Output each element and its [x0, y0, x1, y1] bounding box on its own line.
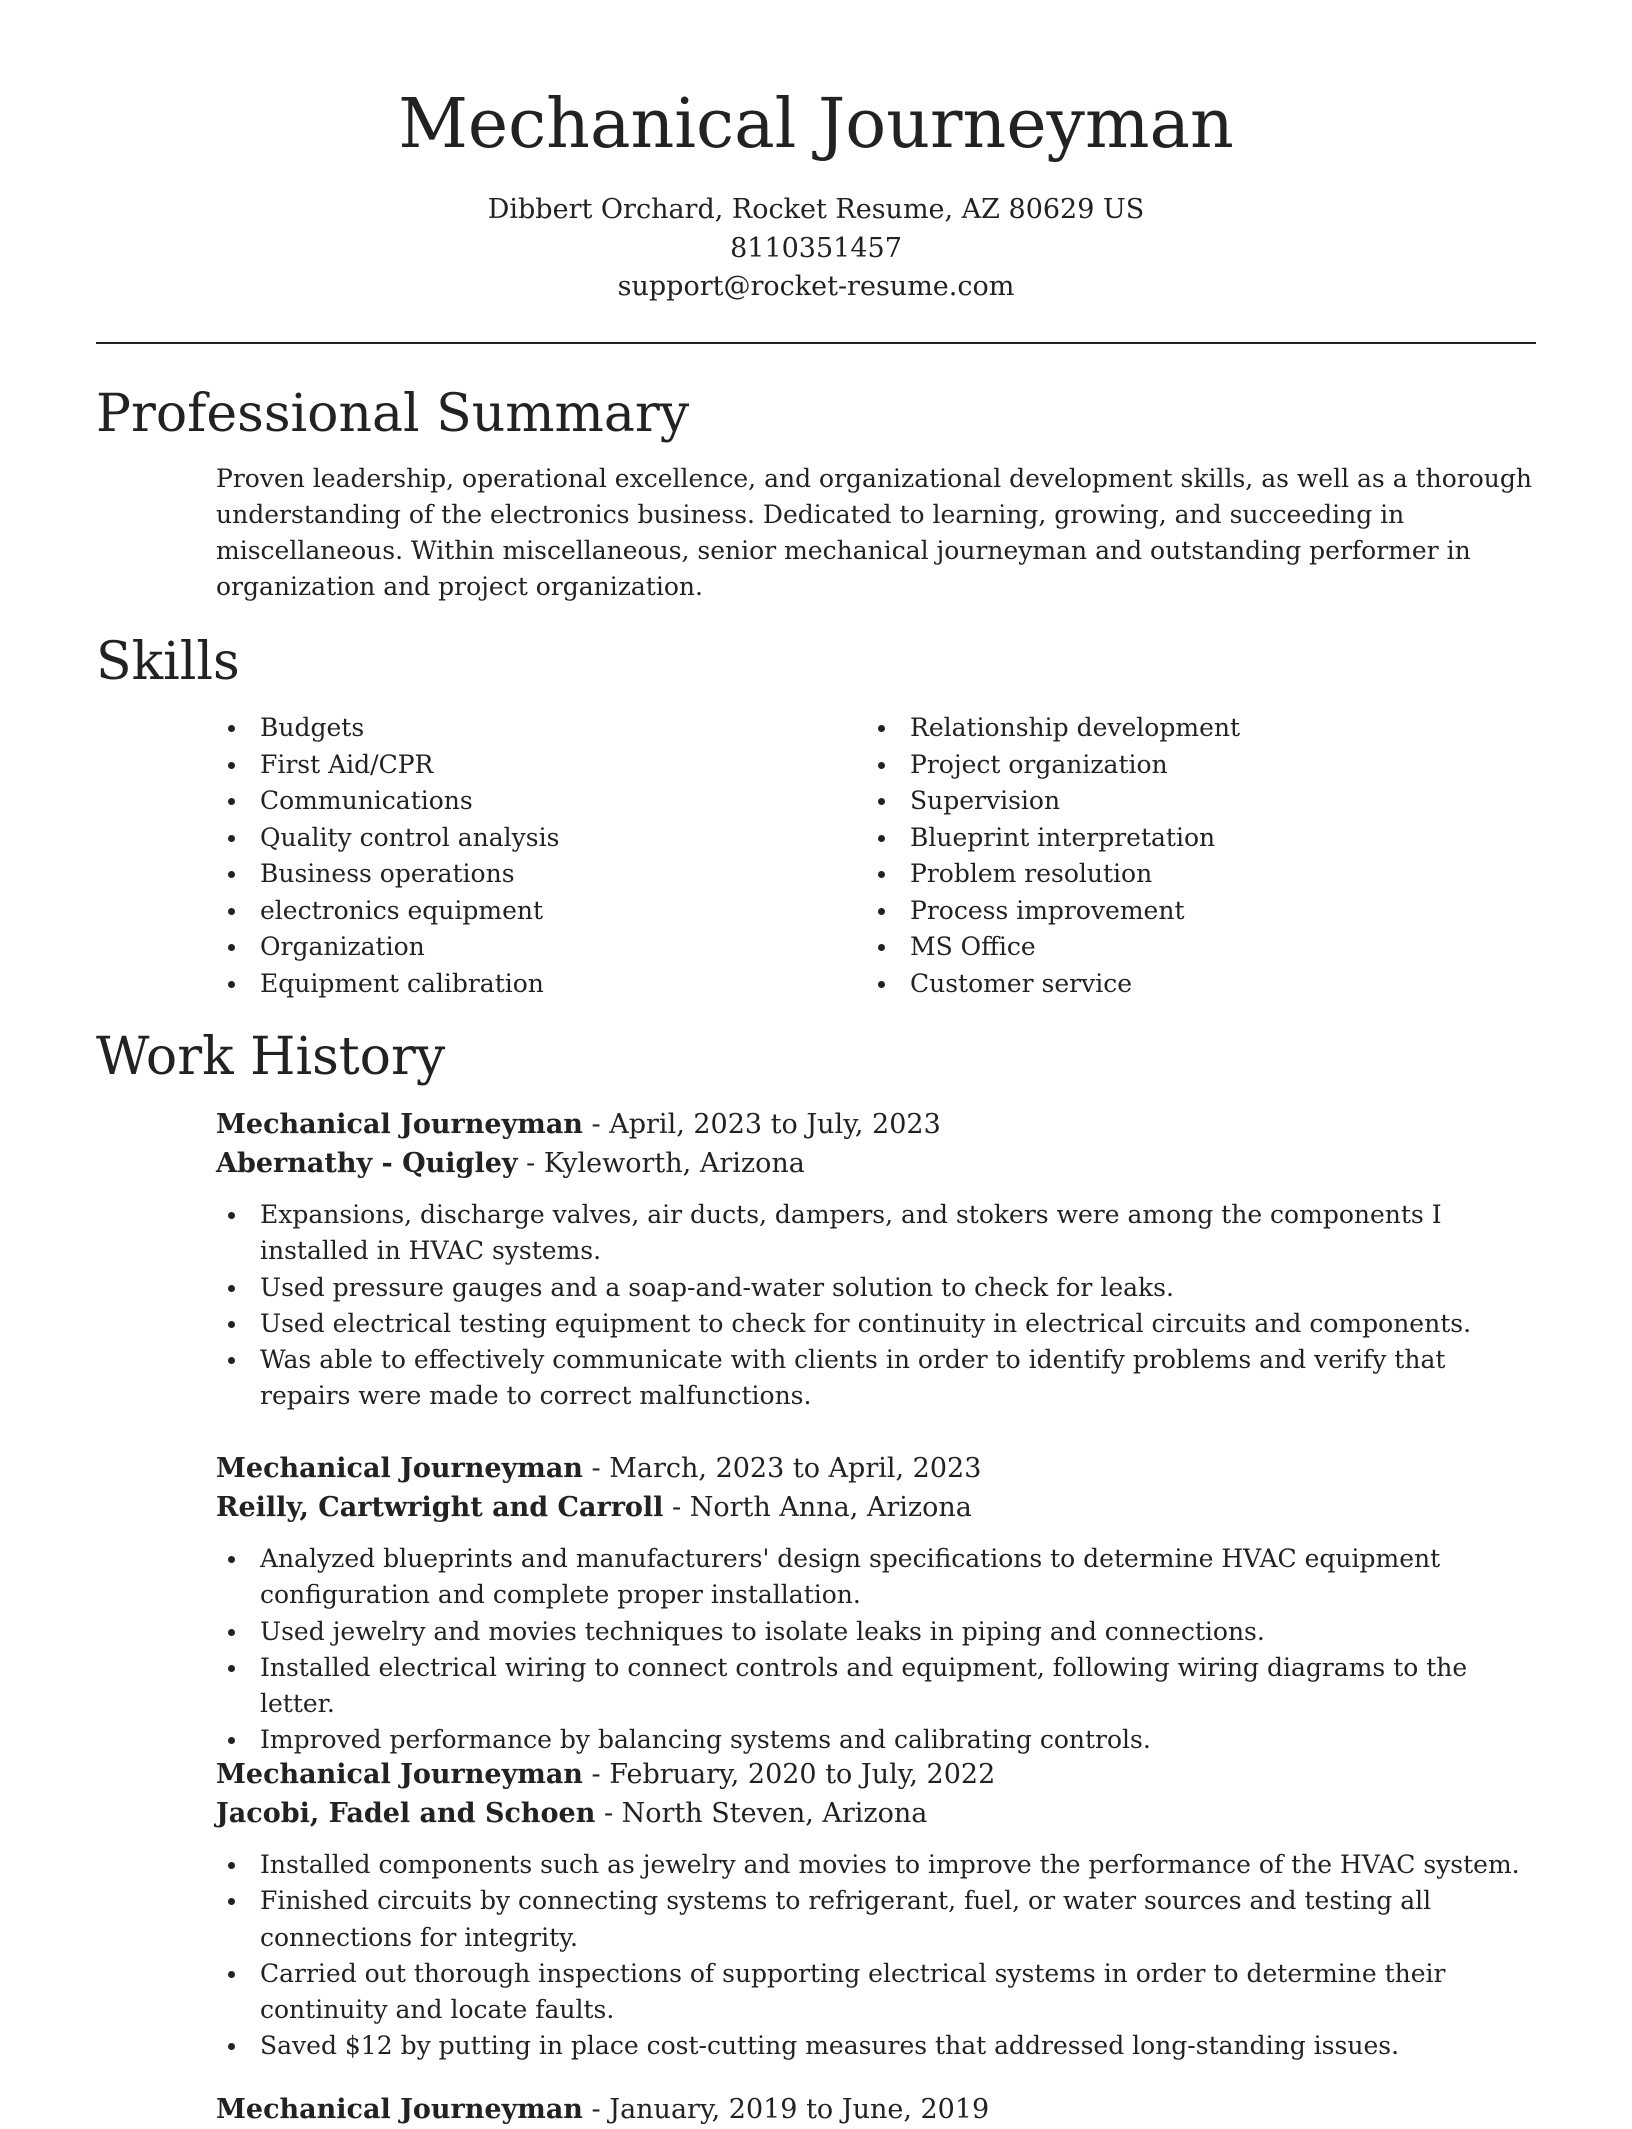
skill-item: MS Office	[866, 929, 1486, 966]
job-company-line	[216, 1794, 1538, 1833]
skill-item: Project organization	[866, 747, 1486, 784]
job-bullet: Saved $12 by putting in place cost-cutting measures that addressed long-standing issues.	[216, 2028, 1538, 2064]
job-entry	[216, 1105, 1538, 1415]
skill-item: Business operations	[216, 856, 836, 893]
skill-item: Supervision	[866, 783, 1486, 820]
skill-item: Problem resolution	[866, 856, 1486, 893]
job-company-line	[216, 1144, 1538, 1183]
job-location: - North Anna, Arizona	[663, 1492, 972, 1523]
skill-item: Blueprint interpretation	[866, 820, 1486, 857]
skills-list-left	[216, 710, 836, 1002]
job-bullet: Used electrical testing equipment to check for continuity in electrical circuits and components.	[216, 1306, 1538, 1342]
skill-item: Organization	[216, 929, 836, 966]
contact-email: support@rocket-resume.com	[617, 271, 1015, 302]
job-bullet: Expansions, discharge valves, air ducts, dampers, and stokers were among the components I installed in HVAC systems.	[216, 1197, 1538, 1270]
job-company: Reilly, Cartwright and Carroll	[216, 1492, 664, 1523]
job-bullet: Was able to effectively communicate with clients in order to identify problems and verify that repairs were made to correct malfunctions.	[216, 1342, 1538, 1415]
job-bullet: Improved performance by balancing systems and calibrating controls.	[216, 1722, 1538, 1758]
job-bullet: Analyzed blueprints and manufacturers' design specifications to determine HVAC equipment configuration and complete proper installation.	[216, 1541, 1538, 1614]
job-bullet: Carried out thorough inspections of supporting electrical systems in order to determine their continuity and locate faults.	[216, 1956, 1538, 2029]
summary-text: Proven leadership, operational excellence, and organizational development skills, as well as a thorough understanding of the electronics business. Dedicated to learning, growing, and succeeding in miscellaneous. Within miscellaneous, senior mechanical journeyman and outstanding performer in organization and project organization.	[216, 464, 1532, 601]
summary-heading: Professional Summary	[96, 384, 690, 444]
job-bullet: Finished circuits by connecting systems to refrigerant, fuel, or water sources and testing all connections for integrity.	[216, 1883, 1538, 1956]
job-bullet: Used jewelry and movies techniques to isolate leaks in piping and connections.	[216, 1614, 1538, 1650]
job-bullet: Used pressure gauges and a soap-and-water solution to check for leaks.	[216, 1270, 1538, 1306]
skills-list-right	[866, 710, 1486, 1002]
job-company: Jacobi, Fadel and Schoen	[216, 1798, 596, 1829]
job-location: - Kyleworth, Arizona	[517, 1148, 805, 1179]
job-role: Mechanical Journeyman	[216, 2094, 583, 2125]
skills-heading: Skills	[96, 632, 240, 692]
job-bullets	[216, 1541, 1538, 1759]
skill-item: Customer service	[866, 966, 1486, 1003]
skill-item: electronics equipment	[216, 893, 836, 930]
job-bullets	[216, 1197, 1538, 1415]
job-entry	[216, 1755, 1538, 2065]
skill-item: Relationship development	[866, 710, 1486, 747]
skill-item: Budgets	[216, 710, 836, 747]
job-entry-partial	[216, 2090, 1538, 2129]
skill-item: Communications	[216, 783, 836, 820]
contact-address: Dibbert Orchard, Rocket Resume, AZ 80629 US	[487, 194, 1145, 225]
header-divider	[96, 342, 1536, 344]
job-dates: - February, 2020 to July, 2022	[582, 1759, 996, 1790]
job-role: Mechanical Journeyman	[216, 1759, 583, 1790]
job-role: Mechanical Journeyman	[216, 1453, 583, 1484]
resume-name: Mechanical Journeyman	[398, 85, 1234, 164]
job-company: Abernathy - Quigley	[216, 1148, 518, 1179]
skill-item: Quality control analysis	[216, 820, 836, 857]
job-company-line	[216, 1488, 1538, 1527]
job-dates: - April, 2023 to July, 2023	[582, 1109, 941, 1140]
job-title-line	[216, 1449, 1538, 1488]
job-bullet: Installed components such as jewelry and movies to improve the performance of the HVAC system.	[216, 1847, 1538, 1883]
job-entry	[216, 1449, 1538, 1759]
work-history-heading: Work History	[96, 1027, 446, 1087]
job-title-line	[216, 2090, 1538, 2129]
skill-item: First Aid/CPR	[216, 747, 836, 784]
job-location: - North Steven, Arizona	[595, 1798, 928, 1829]
job-dates: - March, 2023 to April, 2023	[582, 1453, 982, 1484]
job-title-line	[216, 1755, 1538, 1794]
skill-item: Equipment calibration	[216, 966, 836, 1003]
job-bullets	[216, 1847, 1538, 2065]
contact-phone: 8110351457	[730, 233, 902, 264]
skill-item: Process improvement	[866, 893, 1486, 930]
job-dates: - January, 2019 to June, 2019	[582, 2094, 990, 2125]
job-role: Mechanical Journeyman	[216, 1109, 583, 1140]
job-bullet: Installed electrical wiring to connect controls and equipment, following wiring diagrams to the letter.	[216, 1650, 1538, 1723]
job-title-line	[216, 1105, 1538, 1144]
